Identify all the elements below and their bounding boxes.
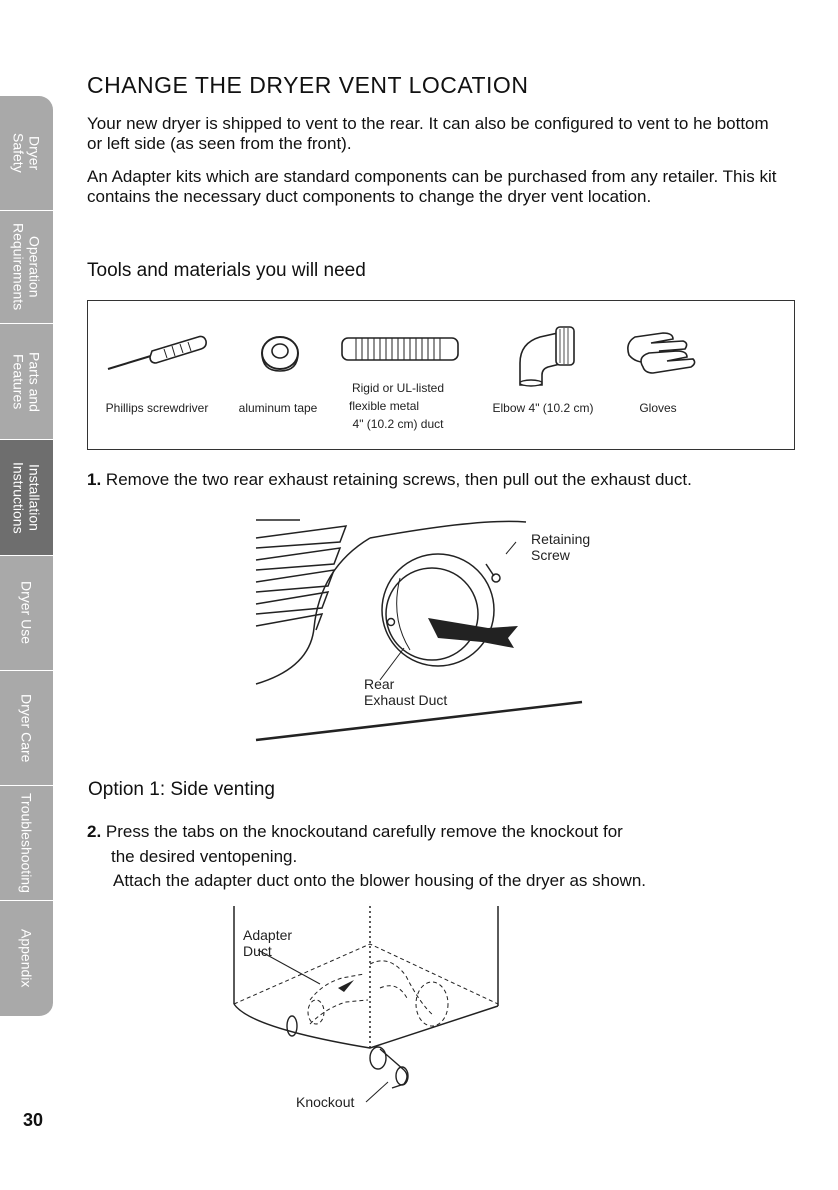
tab-appendix[interactable] (0, 901, 53, 1017)
callout-line: Exhaust Duct (364, 692, 448, 708)
step-2-line-3: Attach the adapter duct onto the blower housing of the dryer as shown. (113, 871, 647, 890)
tab-label: Appendix (18, 929, 35, 988)
step-2-line-2: the desired ventopening. (111, 847, 298, 866)
tab-label: Dryer Use (18, 581, 35, 645)
tab-label: Dryer Safety (10, 133, 43, 173)
tool-label-elbow: Elbow 4" (10.2 cm) (492, 401, 594, 415)
tab-label: Dryer Care (18, 693, 35, 763)
tab-parts-and-features[interactable] (0, 324, 53, 440)
tab-label: Installation Instructions (10, 461, 43, 534)
page-title: CHANGE THE DRYER VENT LOCATION (87, 72, 529, 98)
tape-roll-icon (258, 327, 302, 377)
tab-troubleshooting[interactable] (0, 786, 53, 901)
option-1-heading: Option 1: Side venting (88, 779, 275, 800)
tools-box (87, 300, 795, 450)
intro-paragraph-2: An Adapter kits which are standard components can be purchased from any retailer. This kit contains the necessary duct components to change the dryer vent location. (87, 167, 777, 206)
tools-heading: Tools and materials you will need (87, 260, 366, 281)
duct-label-line: Rigid or UL-listed (351, 381, 445, 395)
gloves-icon (623, 325, 699, 375)
callout-retaining-screw (531, 531, 590, 563)
step-1 (87, 468, 692, 492)
tab-installation-instructions[interactable] (0, 440, 53, 556)
page-number: 30 (23, 1110, 44, 1130)
pull-direction-arrow-icon (428, 618, 518, 648)
callout-line: Retaining (531, 531, 591, 547)
duct-label-line: 4" (10.2 cm) duct (352, 417, 444, 431)
step-number: 2. (87, 822, 102, 841)
insert-direction-arrow-icon (338, 980, 354, 992)
flexible-duct-icon (338, 335, 462, 363)
tab-label: Parts and Features (10, 351, 43, 412)
callout-knockout: Knockout (296, 1094, 355, 1110)
step-text: Remove the two rear exhaust retaining screws, then pull out the exhaust duct. (105, 470, 692, 489)
step-text-line-1: Press the tabs on the knockoutand carefully remove the knockout for (105, 822, 623, 841)
callout-line: Adapter (243, 927, 293, 943)
intro-paragraph-1: Your new dryer is shipped to vent to the rear. It can also be configured to vent to he bottom or left side (as seen from the front). (87, 114, 769, 153)
tab-dryer-care[interactable] (0, 671, 53, 786)
step-number: 1. (87, 470, 102, 489)
callout-line: Rear (364, 676, 395, 692)
tab-label: Troubleshooting (18, 793, 35, 893)
callout-adapter-duct (243, 927, 292, 959)
callout-rear-exhaust-duct (364, 676, 447, 708)
elbow-duct-icon (508, 323, 580, 387)
tool-label-screwdriver: Phillips screwdriver (105, 401, 209, 415)
tab-dryer-safety[interactable] (0, 96, 53, 211)
tool-label-tape: aluminum tape (238, 401, 318, 415)
side-tabs (0, 96, 53, 1016)
tab-dryer-use[interactable] (0, 556, 53, 671)
duct-label-line: flexible metal (349, 399, 420, 413)
retaining-screw-icon (388, 619, 395, 626)
callout-line: Duct (243, 943, 272, 959)
tool-label-gloves: Gloves (639, 401, 677, 415)
step-2 (87, 820, 623, 844)
tab-operation-requirements[interactable] (0, 211, 53, 324)
screwdriver-icon (102, 327, 212, 377)
callout-line: Screw (531, 547, 570, 563)
tool-label-duct (343, 379, 453, 433)
tab-label: Operation Requirements (10, 223, 43, 311)
